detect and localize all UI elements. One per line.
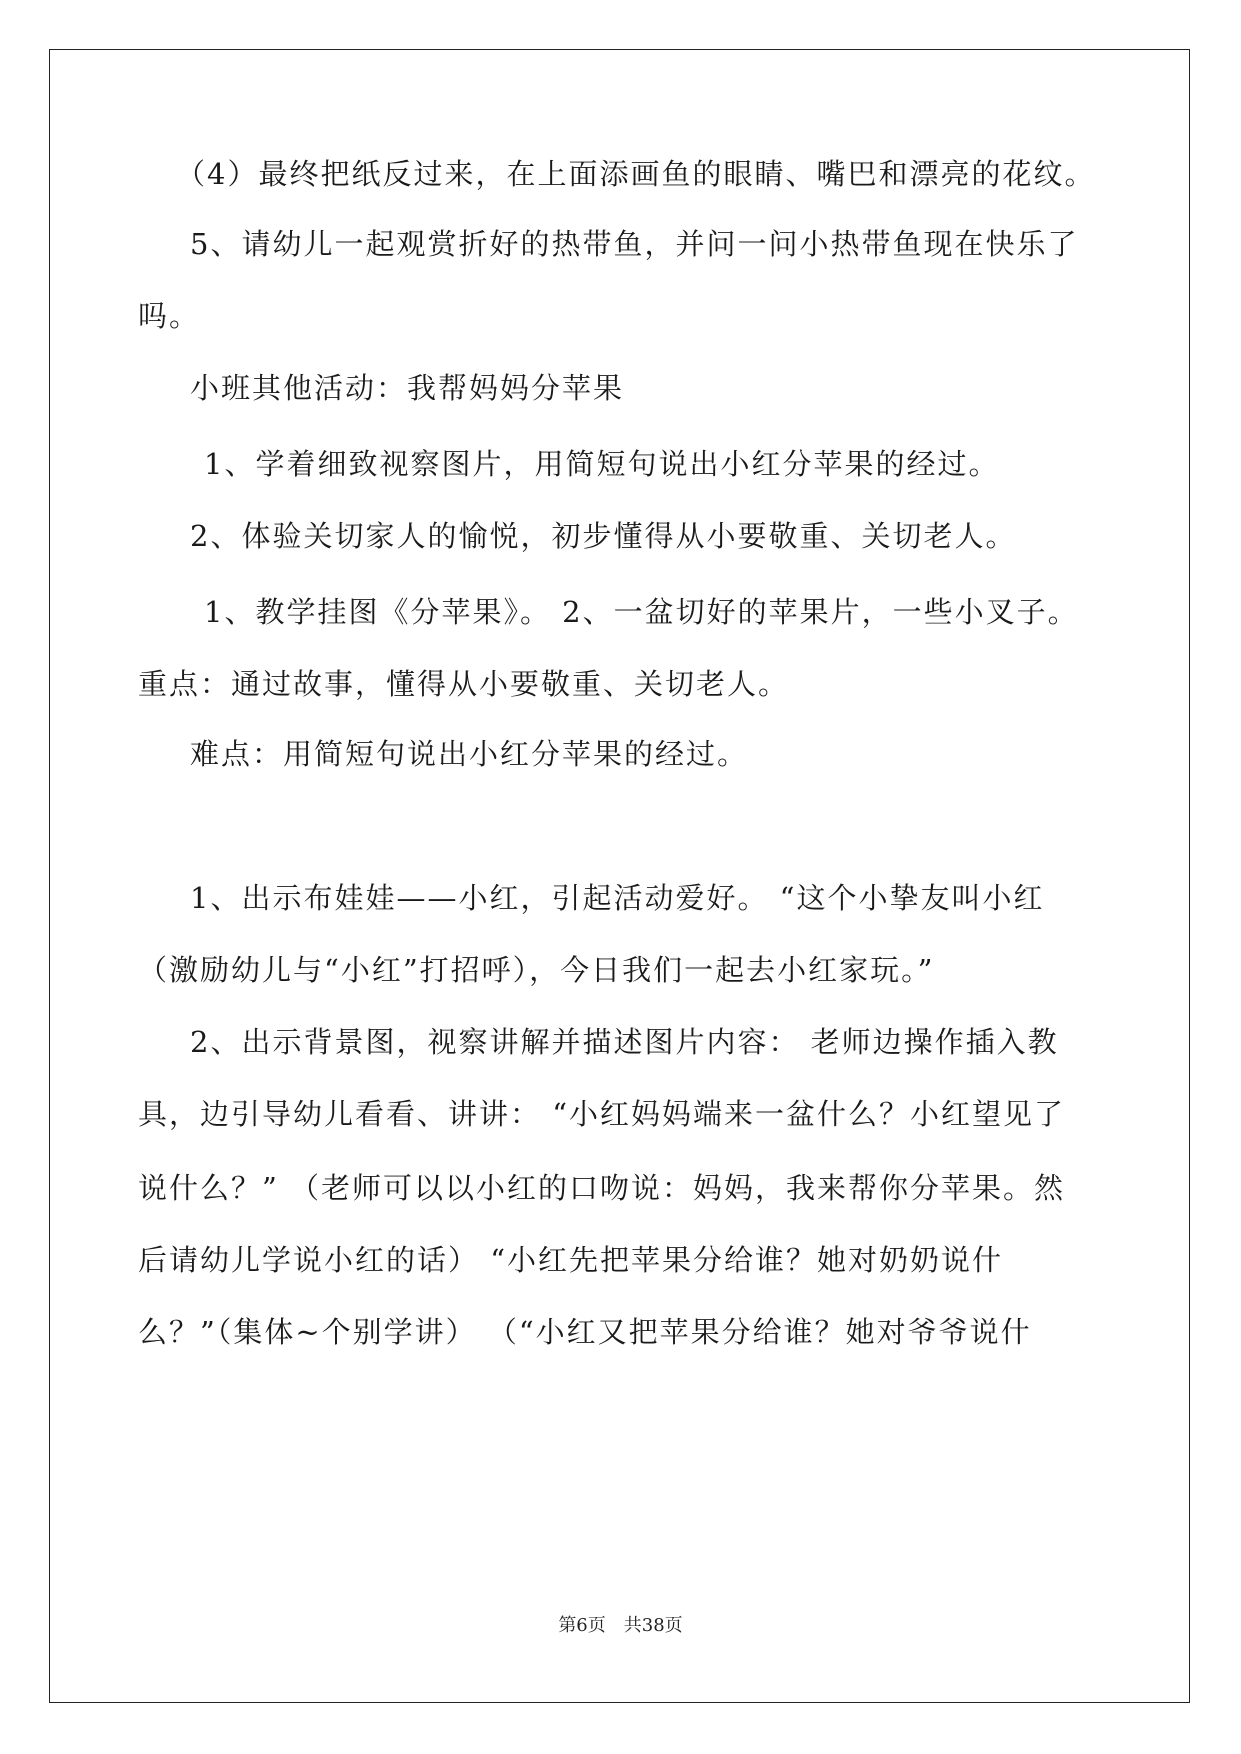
page-number-footer: 第6页 共38页 — [558, 1615, 683, 1636]
paragraph-line: 1、学着细致视察图片，用简短句说出小红分苹果的经过。 — [204, 447, 1000, 481]
paragraph-line: 重点：通过故事，懂得从小要敬重、关切老人。 — [138, 667, 790, 701]
paragraph-line: 1、出示布娃娃——小红，引起活动爱好。 “这个小挚友叫小红 — [190, 881, 1045, 915]
paragraph-line: 说什么？” （老师可以以小红的口吻说：妈妈，我来帮你分苹果。然 — [138, 1171, 1066, 1205]
paragraph-line: 么？”（集体~个别学讲） （“小红又把苹果分给谁？她对爷爷说什 — [138, 1315, 1032, 1349]
page-border — [49, 49, 1190, 1703]
paragraph-line: 难点：用简短句说出小红分苹果的经过。 — [190, 737, 749, 771]
paragraph-line: （激励幼儿与“小红”打招呼），今日我们一起去小红家玩。” — [138, 953, 935, 987]
paragraph-line: 5、请幼儿一起观赏折好的热带鱼，并问一问小热带鱼现在快乐了 — [190, 227, 1079, 261]
paragraph-line: （4）最终把纸反过来，在上面添画鱼的眼睛、嘴巴和漂亮的花纹。 — [176, 157, 1096, 191]
paragraph-line: 2、体验关切家人的愉悦，初步懂得从小要敬重、关切老人。 — [190, 519, 1017, 553]
paragraph-line: 2、出示背景图，视察讲解并描述图片内容： 老师边操作插入教 — [190, 1025, 1059, 1059]
paragraph-line: 1、教学挂图《分苹果》。 2、一盆切好的苹果片，一些小叉子。 — [204, 595, 1079, 629]
section-heading: 小班其他活动：我帮妈妈分苹果 — [190, 371, 625, 405]
paragraph-line: 具，边引导幼儿看看、讲讲： “小红妈妈端来一盆什么？小红望见了 — [138, 1097, 1066, 1131]
paragraph-line: 后请幼儿学说小红的话） “小红先把苹果分给谁？她对奶奶说什 — [138, 1243, 1004, 1277]
paragraph-line: 吗。 — [138, 299, 201, 333]
